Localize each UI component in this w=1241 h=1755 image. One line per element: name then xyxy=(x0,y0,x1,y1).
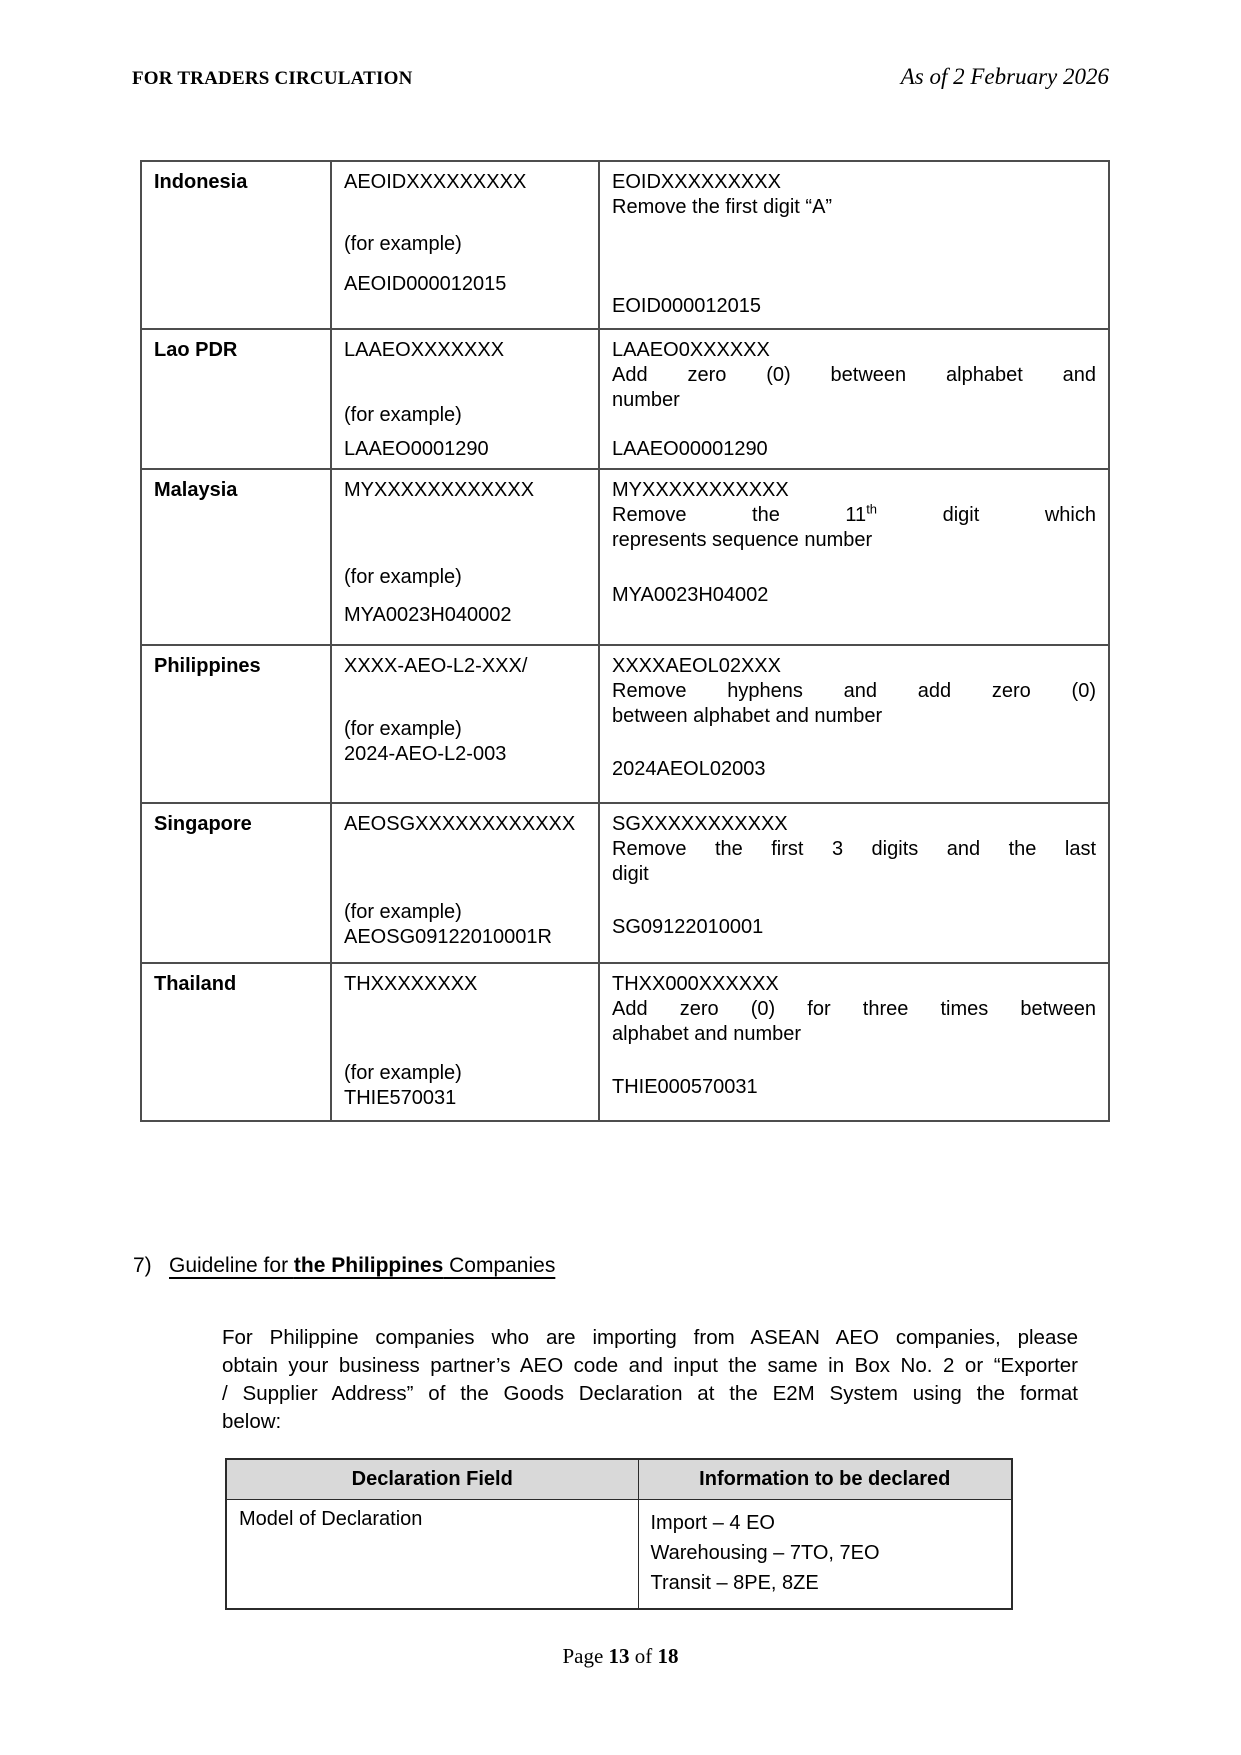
footer-page-prefix: Page xyxy=(562,1644,609,1668)
table-row-lao-pdr xyxy=(141,329,1109,469)
guideline-paragraph xyxy=(222,1324,1078,1436)
converted-example: 2024AEOL02003 xyxy=(612,758,766,780)
section-heading xyxy=(133,1254,1241,1278)
column-header-information: Information to be declared xyxy=(638,1459,1012,1500)
page-footer xyxy=(0,1644,1241,1669)
aeo-format: THXXXXXXXX xyxy=(344,973,478,995)
conversion-instruction: represents sequence number xyxy=(612,529,873,551)
country-cell xyxy=(141,803,331,963)
country-name: Philippines xyxy=(154,655,261,677)
conversion-instruction: alphabet and number xyxy=(612,1023,802,1045)
column-header-declaration-field: Declaration Field xyxy=(226,1459,638,1500)
aeo-example: AEOSG09122010001R xyxy=(344,926,552,948)
header-classification: FOR TRADERS CIRCULATION xyxy=(132,68,413,89)
total-pages: 18 xyxy=(657,1644,679,1668)
country-name: Lao PDR xyxy=(154,339,238,361)
conversion-instruction: between alphabet and number xyxy=(612,705,883,727)
converted-format: SGXXXXXXXXXXX xyxy=(612,813,788,835)
aeo-example: LAAEO0001290 xyxy=(344,438,489,460)
table-row-thailand xyxy=(141,963,1109,1121)
format-cell xyxy=(331,329,599,469)
table-row-malaysia xyxy=(141,469,1109,645)
example-label: (for example) xyxy=(344,404,462,426)
section-number: 7) xyxy=(133,1254,152,1277)
country-cell xyxy=(141,329,331,469)
footer-of-text: of xyxy=(629,1644,658,1668)
paragraph-line: For Philippine companies who are importing from ASEAN AEO companies, please xyxy=(222,1326,1078,1349)
aeo-format: AEOIDXXXXXXXXX xyxy=(344,171,527,193)
converted-cell xyxy=(599,803,1109,963)
table-row-singapore xyxy=(141,803,1109,963)
declaration-info-cell xyxy=(638,1500,1012,1610)
converted-format: THXX000XXXXXX xyxy=(612,973,779,995)
converted-cell xyxy=(599,469,1109,645)
page-header xyxy=(0,0,1241,90)
paragraph-line: obtain your business partner’s AEO code and input the same in Box No. 2 or “Exporter xyxy=(222,1354,1078,1377)
format-cell xyxy=(331,963,599,1121)
converted-cell xyxy=(599,645,1109,803)
header-as-of-date: As of 2 February 2026 xyxy=(900,64,1109,89)
table-row-indonesia xyxy=(141,161,1109,329)
country-name: Thailand xyxy=(154,973,237,995)
example-label: (for example) xyxy=(344,718,462,740)
aeo-format: LAAEOXXXXXXX xyxy=(344,339,505,361)
conversion-instruction: Add zero (0) for three times between xyxy=(612,998,1096,1020)
example-label: (for example) xyxy=(344,566,462,588)
ordinal-superscript: th xyxy=(866,501,878,517)
country-name: Indonesia xyxy=(154,171,248,193)
conversion-instruction: Remove the first 3 digits and the last xyxy=(612,838,1096,860)
format-cell xyxy=(331,803,599,963)
converted-format: MYXXXXXXXXXXX xyxy=(612,479,789,501)
declaration-table xyxy=(225,1458,1013,1610)
page-number: 13 xyxy=(608,1644,630,1668)
aeo-example: 2024-AEO-L2-003 xyxy=(344,743,507,765)
info-line: Import – 4 EO xyxy=(650,1512,775,1534)
country-name: Singapore xyxy=(154,813,252,835)
converted-format: EOIDXXXXXXXXX xyxy=(612,171,781,193)
declaration-table-header-row xyxy=(226,1459,1012,1500)
country-cell xyxy=(141,645,331,803)
info-line: Transit – 8PE, 8ZE xyxy=(650,1572,819,1594)
paragraph-line: / Supplier Address” of the Goods Declaration at the E2M System using the format xyxy=(222,1382,1078,1405)
aeo-format: XXXX-AEO-L2-XXX/ xyxy=(344,655,528,677)
conversion-instruction: Remove the 11th digit which xyxy=(612,501,1096,526)
country-name: Malaysia xyxy=(154,479,238,501)
aeo-format: AEOSGXXXXXXXXXXXX xyxy=(344,813,576,835)
declaration-table-row xyxy=(226,1500,1012,1610)
converted-format: LAAEO0XXXXXX xyxy=(612,339,770,361)
aeo-example: AEOID000012015 xyxy=(344,273,507,295)
converted-format: XXXXAEOL02XXX xyxy=(612,655,781,677)
converted-example: LAAEO00001290 xyxy=(612,438,768,460)
declaration-field-cell: Model of Declaration xyxy=(226,1500,638,1610)
country-cell xyxy=(141,963,331,1121)
converted-cell xyxy=(599,963,1109,1121)
conversion-instruction: Remove hyphens and add zero (0) xyxy=(612,680,1096,702)
conversion-instruction: number xyxy=(612,389,680,411)
country-cell xyxy=(141,161,331,329)
format-cell xyxy=(331,645,599,803)
conversion-instruction: digit xyxy=(612,863,649,885)
info-line: Warehousing – 7TO, 7EO xyxy=(650,1542,880,1564)
country-cell xyxy=(141,469,331,645)
converted-example: MYA0023H04002 xyxy=(612,584,769,606)
example-label: (for example) xyxy=(344,901,462,923)
example-label: (for example) xyxy=(344,1062,462,1084)
converted-cell xyxy=(599,161,1109,329)
aeo-example: MYA0023H040002 xyxy=(344,604,512,626)
converted-example: SG09122010001 xyxy=(612,916,764,938)
aeo-example: THIE570031 xyxy=(344,1087,457,1109)
format-cell xyxy=(331,469,599,645)
conversion-instruction: Remove the first digit “A” xyxy=(612,196,833,218)
table-row-philippines xyxy=(141,645,1109,803)
paragraph-line: below: xyxy=(222,1410,282,1433)
converted-example: THIE000570031 xyxy=(612,1076,758,1098)
conversion-instruction: Add zero (0) between alphabet and xyxy=(612,364,1096,386)
converted-example: EOID000012015 xyxy=(612,295,762,317)
section-title: Guideline for the Philippines Companies xyxy=(169,1254,556,1277)
aeo-code-table xyxy=(140,160,1110,1122)
aeo-format: MYXXXXXXXXXXXX xyxy=(344,479,535,501)
format-cell xyxy=(331,161,599,329)
converted-cell xyxy=(599,329,1109,469)
example-label: (for example) xyxy=(344,233,462,255)
